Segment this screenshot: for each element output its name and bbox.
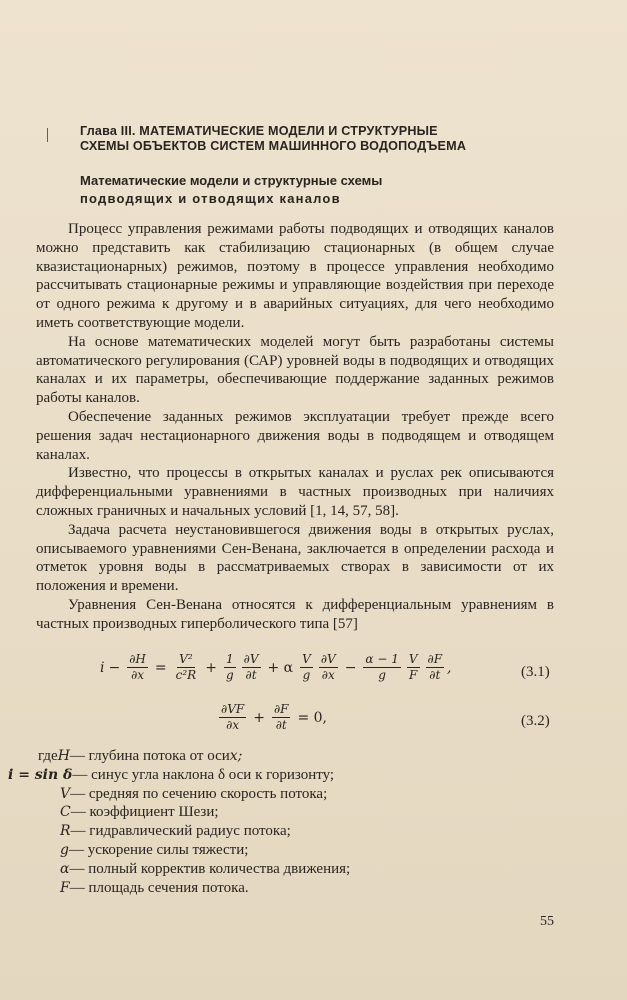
paragraph: Обеспечение заданных режимов эксплуатации требует прежде всего решения задач нестационарного движения воды в подводящем и отводящем каналах.: [36, 408, 554, 463]
eq-operator: + α: [267, 659, 294, 676]
paragraph: Уравнения Сен-Венана относятся к дифференциальным уравнениям в частных производных гиперболического типа [57]: [36, 596, 554, 632]
equation-number: (3.1): [521, 664, 550, 680]
definition-item: C — коэффициент Шези;: [60, 804, 219, 821]
section-title-line2: подводящих и отводящих каналов: [80, 191, 341, 206]
eq-fraction: $\frac{\partial V}{\partial t}$: [243, 652, 259, 682]
definition-item: α — полный корректив количества движения;: [60, 860, 351, 877]
section-title-line1: Математические модели и структурные схемы: [80, 173, 383, 188]
chapter-title: [80, 124, 550, 154]
eq-fraction: $\frac{\partial F}{\partial t}$: [273, 702, 289, 732]
definition-item: R — гидравлический радиус потока;: [60, 823, 291, 840]
eq-operator: +: [253, 709, 265, 726]
eq-fraction: $\frac{V}{F}$: [408, 652, 418, 682]
page-number: 55: [540, 914, 554, 929]
equation-number: (3.2): [521, 713, 550, 729]
paragraph: Задача расчета неустановившегося движения воды в открытых руслах, описываемого уравнениями Сен-Венана, заключается в определении расхода и отметок уровня воды в рассматриваемых створах в зависимости от их положения и времени.: [36, 521, 554, 595]
paragraph: Процесс управления режимами работы подводящих и отводящих каналов можно представить как стабилизацию стационарных (в общем случае квазистационарных) режимов, поэтому в процессе управления необходимо рассчитывать стационарные режимы и управляющие воздействия при переходе от одного режима к другому и в аварийных ситуациях, для чего необходимо иметь соответствующие модели.: [36, 221, 554, 331]
eq-operator: =: [154, 659, 167, 676]
paragraph: На основе математических моделей могут быть разработаны системы автоматического регулирования (САР) уровней воды в подводящих и отводящих каналах и их параметры, обеспечивающие поддержание заданных режимов работы каналов.: [36, 333, 554, 407]
body-text: [36, 220, 554, 634]
definition-item: g — ускорение силы тяжести;: [60, 841, 249, 858]
equation-3-2: [216, 702, 327, 733]
eq-fraction: $\frac{V}{g}$: [302, 652, 311, 682]
eq-operator: −: [108, 659, 121, 676]
definitions-list: [8, 747, 568, 897]
definition-item: i = sin δ — синус угла наклона δ оси к горизонту;: [8, 766, 335, 783]
paragraph: Известно, что процессы в открытых каналах и руслах рек описываются дифференциальными уравнениями в частных производных при наличиях сложных граничных и начальных условий [1, 14, 57, 58].: [36, 465, 554, 519]
eq-comma: ,: [447, 659, 452, 676]
eq-fraction: $\frac{\alpha - 1}{g}$: [365, 652, 399, 682]
equation-3-1: [100, 652, 452, 683]
section-title: [80, 172, 480, 208]
definition-item: V — средняя по сечению скорость потока;: [60, 785, 328, 802]
eq-fraction: $\frac{\partial F}{\partial t}$: [427, 652, 443, 682]
definition-item: где H — глубина потока от оси x;: [38, 748, 243, 764]
eq-rest: = 0,: [297, 709, 328, 726]
eq-fraction: $\frac{1}{g}$: [225, 652, 234, 682]
eq-fraction: $\frac{\partial H}{\partial x}$: [129, 652, 146, 682]
eq-operator: −: [344, 659, 357, 676]
margin-mark: [47, 128, 48, 142]
definition-item: F — площадь сечения потока.: [60, 879, 249, 896]
eq-fraction: $\frac{\partial V}{\partial x}$: [320, 652, 336, 682]
chapter-title-line1: Глава III. МАТЕМАТИЧЕСКИЕ МОДЕЛИ И СТРУКТУРНЫЕ: [80, 124, 438, 138]
eq-symbol: i: [100, 659, 105, 676]
eq-fraction: $\frac{\text{V²}}{\text{c²R}}$: [175, 652, 197, 682]
eq-operator: +: [205, 659, 217, 676]
chapter-title-line2: СХЕМЫ ОБЪЕКТОВ СИСТЕМ МАШИННОГО ВОДОПОДЪЕМА: [80, 139, 467, 153]
eq-fraction: $\frac{\partial VF}{\partial x}$: [221, 702, 245, 732]
